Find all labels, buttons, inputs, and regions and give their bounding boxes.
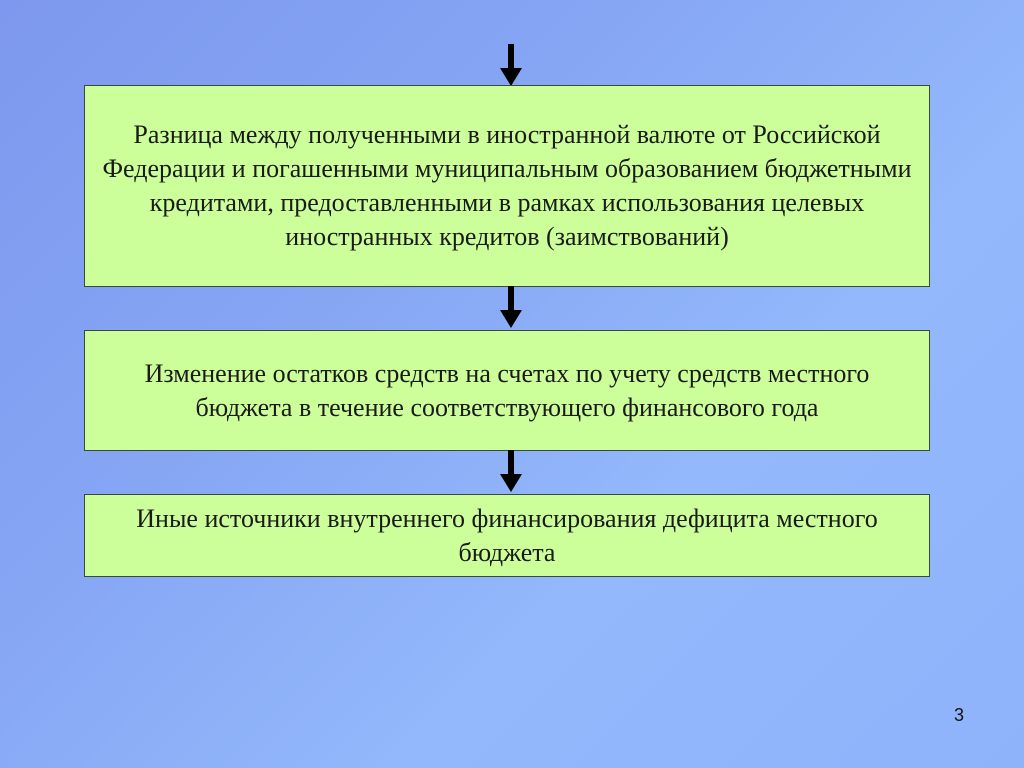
flow-box-balance-change xyxy=(84,330,930,451)
flow-box-text: Разница между полученными в иностранной валюте от Российской Федерации и погашенными муниципальным образованием бюджетными кредитами, предоставленными в рамках использования целевых иностранных кредитов (заимствований) xyxy=(102,120,912,251)
flow-box-other-sources xyxy=(84,494,930,577)
flow-box-text: Изменение остатков средств на счетах по учету средств местного бюджета в течение соответствующего финансового года xyxy=(144,358,870,422)
page-number: 3 xyxy=(953,705,964,725)
down-arrow-icon xyxy=(499,450,523,494)
down-arrow-icon xyxy=(499,44,523,88)
down-arrow-icon xyxy=(499,286,523,330)
flow-box-text: Иные источники внутреннего финансирования дефицита местного бюджета xyxy=(136,503,878,567)
flow-box-foreign-credit-difference xyxy=(84,85,930,287)
